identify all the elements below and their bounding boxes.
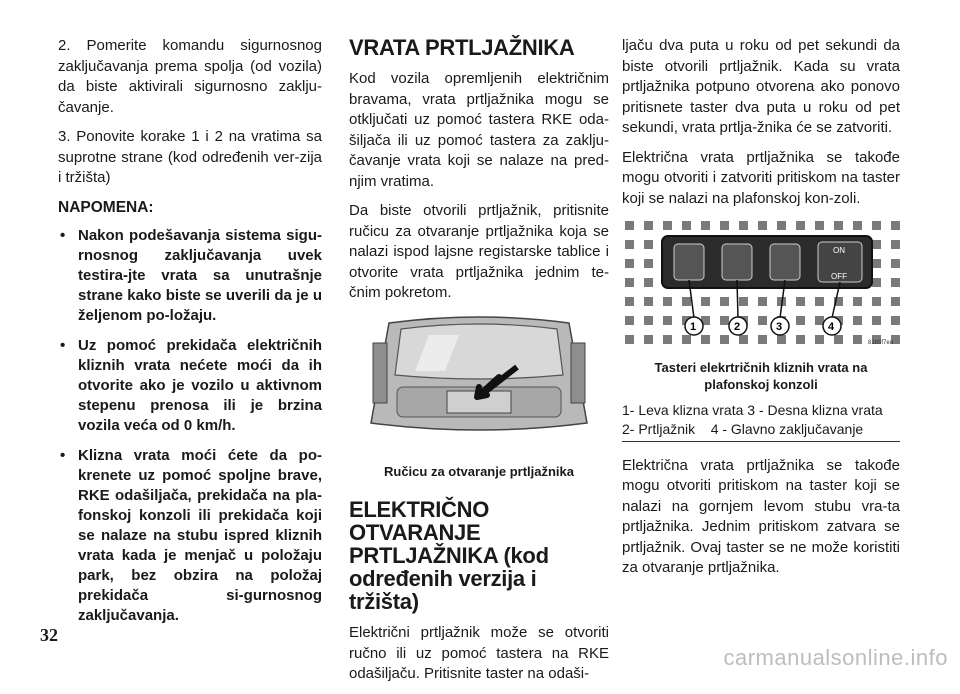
off-label: OFF	[831, 272, 847, 281]
callout-2: 2	[734, 321, 741, 333]
legend-line: 1- Leva klizna vrata 3 - Desna klizna vrata	[622, 401, 883, 418]
overhead-console-paragraph: Električna vrata prtljažnika se takođe mogu otvoriti i zatvoriti pritiskom na taster koji se nalazi na plafonskoj kon-zoli.	[622, 148, 900, 207]
note-item: • Klizna vrata moći ćete da po-krenete uz pomoć spoljne brave, RKE odašiljača, prekidača na pla-fonskoj konzoli ili prekidača koji se nalaze na stubu ispred kliznih vrata kada je menjač u položaju park, bez obzira na položaj prekidača si-gurnosnog zaključavanja.	[58, 446, 322, 626]
note-list	[58, 226, 322, 626]
liftgate-paragraph-1: Kod vozila opremljenih električnim bravama, vrata prtljažnika mogu se otključati uz pomoć tastera RKE oda-šiljača ili uz pomoć tastera za zaklju-čavanje vrata koji se nalaze na pred-njim vratima.	[349, 70, 609, 190]
legend-line: 2- Prtljažnik 4 - Glavno zaključavanje	[622, 420, 864, 437]
note-item: • Uz pomoć prekidača električnih kliznih vrata nećete moći da ih otvorite ako je vozilo u aktivnom stepenu prenosa ili je brzina vozila veća od 0 km/h.	[58, 336, 322, 436]
liftgate-button[interactable]	[722, 244, 752, 280]
right-sliding-door-button[interactable]	[770, 244, 800, 280]
liftgate-figure-caption: Ručicu za otvaranje prtljažnika	[383, 464, 574, 479]
power-liftgate-paragraph: Električni prtljažnik može se otvoriti ručno ili uz pomoć tastera na RKE odašiljaču. Pritisnite taster na odaši-	[349, 624, 609, 682]
left-sliding-door-button[interactable]	[674, 244, 704, 280]
overhead-console-figure	[622, 218, 900, 393]
step-2-paragraph: 2. Pomerite komandu sigurnosnog zaključavanja prema spolja (od vozila) da biste aktivirali sigurnosno zaklju-čavanje.	[58, 37, 322, 116]
section-heading-liftgate: VRATA PRTLJAŽNIKA	[349, 35, 575, 60]
liftgate-paragraph-2: Da biste otvorili prtljažnik, pritisnite ručicu za otvaranje prtljažnika koja se nalazi ispod lajsne registarske tablice i otvorite vrata prtljažnika jednim te-čnim pokretom.	[349, 202, 609, 301]
overhead-console-illustration	[622, 218, 900, 348]
figure-legend	[622, 401, 900, 442]
section-heading-power-liftgate: ELEKTRIČNO OTVARANJE PRTLJAŽNIKA (kod određenih verzija i tržišta)	[349, 497, 549, 614]
middle-column	[349, 36, 609, 694]
page-number: 32	[40, 625, 58, 645]
step-3-paragraph: 3. Ponovite korake 1 i 2 na vratima sa suprotne strane (kod određenih ver-zija i tržišta)	[58, 128, 322, 186]
note-heading: NAPOMENA:	[58, 198, 154, 216]
liftgate-handle-figure	[349, 313, 609, 481]
watermark: carmanualsonline.info	[723, 645, 948, 670]
power-liftgate-continued: ljaču dva puta u roku od pet sekundi da biste otvorili prtljažnik. Kada su vrata prtljažnika potpuno otvorena ako ponovo pritisnete taster dva puta u roku od pet sekundi, vrata prtlja-žnika će se zatvoriti.	[622, 37, 900, 136]
console-figure-caption: Tasteri elekrtričnih kliznih vrata na plafonskoj konzoli	[654, 359, 868, 392]
left-column	[58, 36, 322, 636]
liftgate-illustration	[349, 313, 609, 453]
on-label: ON	[833, 246, 845, 255]
callout-4: 4	[828, 321, 835, 333]
note-item: • Nakon podešavanja sistema sigu-rnosnog zaključavanja uvek testira-jte vrata sa unutrašnje strane kako biste se uverili da je u željenom po-ložaju.	[58, 226, 322, 326]
callout-3: 3	[776, 321, 783, 333]
callout-1: 1	[690, 321, 697, 333]
pillar-button-paragraph: Električna vrata prtljažnika se takođe mogu otvoriti pritiskom na taster koji se nalazi na gornjem levom stubu vra-ta prtljažnika. Jednim pritiskom zatvara se prtljažnik. Ovaj taster se ne može koristiti za otvaranje prtljažnika.	[622, 456, 900, 576]
figure-code: 81b5f7eu	[868, 340, 894, 346]
right-column	[622, 36, 900, 588]
